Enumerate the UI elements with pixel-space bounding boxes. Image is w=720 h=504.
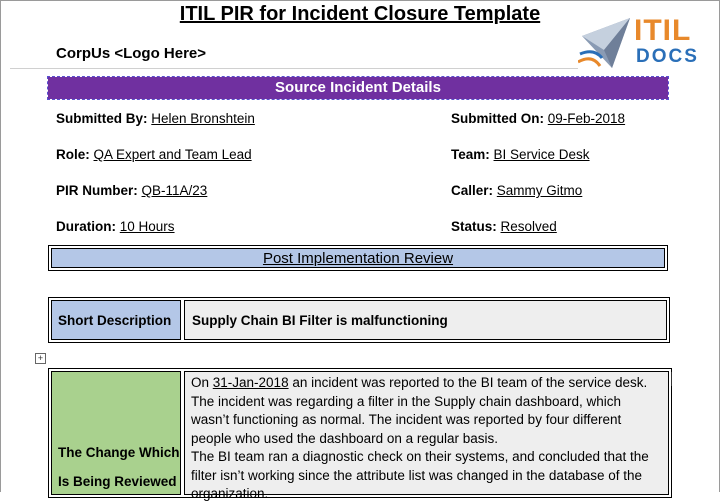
short-description-table — [48, 297, 670, 343]
pir-heading: Post Implementation Review — [51, 248, 665, 268]
field-value[interactable]: BI Service Desk — [493, 147, 590, 162]
field-value[interactable]: 09-Feb-2018 — [547, 111, 626, 126]
role-field — [56, 147, 252, 162]
field-value[interactable]: 10 Hours — [119, 219, 175, 234]
header-divider — [10, 68, 578, 69]
change-text-body: an incident was reported to the BI team of the service desk. The incident was regarding a filter in the Supply chain dashboard, which wasn’t functioning as normal. The incident was reported by four different people who used the dashboard on a regular basis. — [191, 375, 648, 446]
field-label: Caller: — [451, 183, 494, 198]
change-label-line-1: The Change Which — [58, 445, 180, 460]
itil-docs-logo — [578, 12, 710, 74]
source-incident-heading: Source Incident Details — [48, 77, 668, 99]
document-title: ITIL PIR for Incident Closure Template — [179, 3, 541, 25]
field-label: Duration: — [56, 219, 116, 234]
field-label: Role: — [56, 147, 90, 162]
change-review-text[interactable] — [184, 371, 669, 501]
change-text-prefix: On — [191, 375, 213, 390]
field-value[interactable]: Resolved — [500, 219, 557, 234]
field-label: Submitted By: — [56, 111, 148, 126]
logo-text-docs: DOCS — [636, 46, 699, 67]
incident-date: 31-Jan-2018 — [212, 375, 289, 390]
pir-number-field — [56, 183, 207, 198]
logo-text-itil: ITIL — [634, 14, 692, 47]
field-label: Submitted On: — [451, 111, 544, 126]
field-value[interactable]: QA Expert and Team Lead — [93, 147, 252, 162]
field-value[interactable]: QB-11A/23 — [141, 183, 208, 198]
change-label-line-2: Is Being Reviewed — [58, 474, 177, 489]
field-value[interactable]: Sammy Gitmo — [496, 183, 583, 198]
paper-plane-icon — [578, 14, 638, 74]
short-description-label: Short Description — [51, 300, 181, 340]
duration-field — [56, 219, 175, 234]
field-label: PIR Number: — [56, 183, 138, 198]
table-move-handle-icon[interactable]: + — [35, 353, 46, 364]
submitted-on-field — [451, 111, 625, 126]
field-label: Status: — [451, 219, 497, 234]
company-logo-placeholder: CorpUs <Logo Here> — [56, 45, 207, 62]
short-description-value[interactable]: Supply Chain BI Filter is malfunctioning — [184, 300, 667, 340]
caller-field — [451, 183, 582, 198]
change-review-label — [51, 371, 181, 495]
text-cursor — [671, 372, 672, 386]
status-field — [451, 219, 557, 234]
change-text-paragraph-2: The BI team ran a diagnostic check on their systems, and concluded that the filter isn’t working since the attribute list was changed in the database of the organization. — [191, 449, 649, 501]
change-review-table — [48, 368, 672, 501]
field-value[interactable]: Helen Bronshtein — [151, 111, 255, 126]
submitted-by-field — [56, 111, 255, 126]
pir-heading-box — [48, 245, 668, 271]
field-label: Team: — [451, 147, 490, 162]
team-field — [451, 147, 590, 162]
